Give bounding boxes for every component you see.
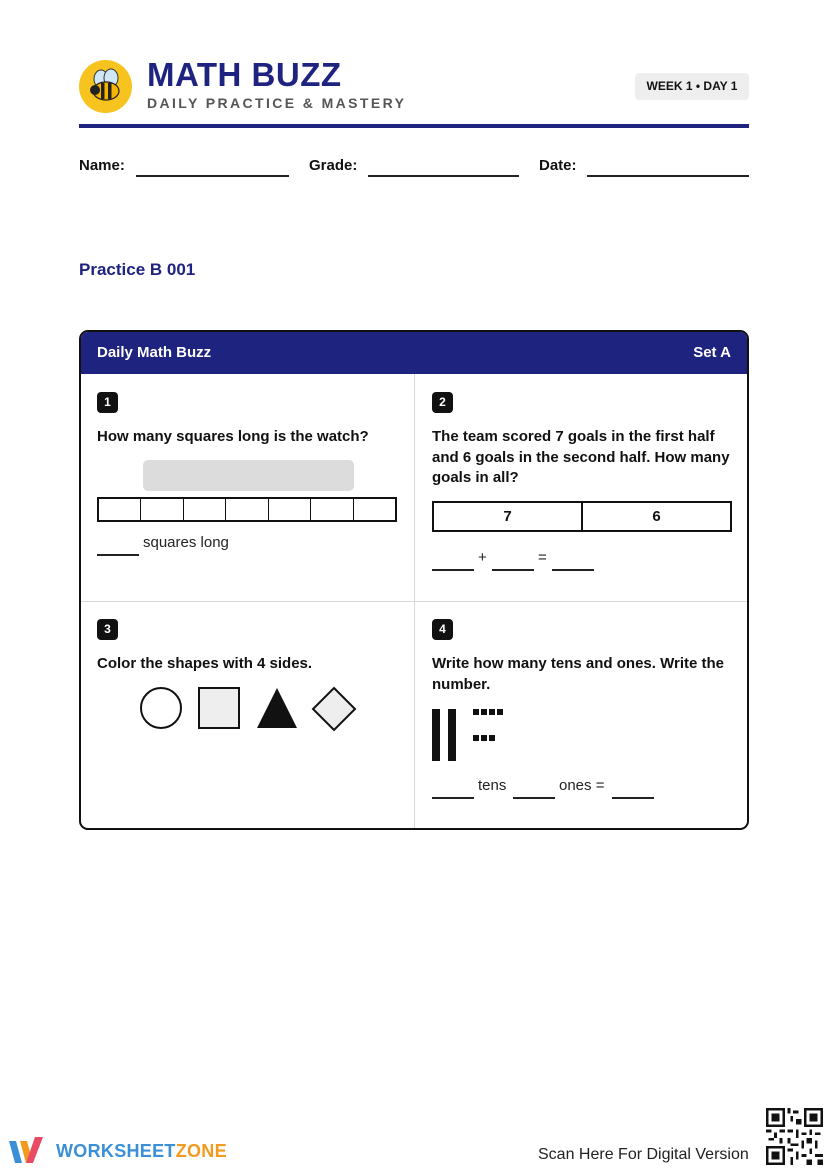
tens-label: tens xyxy=(478,777,507,794)
watch-bar xyxy=(143,460,354,491)
question-3-text: Color the shapes with 4 sides. xyxy=(97,655,313,672)
diamond-shape[interactable] xyxy=(313,688,355,730)
ones-label: ones = xyxy=(559,777,605,794)
question-3-number: 3 xyxy=(97,619,118,640)
ruler-square xyxy=(354,499,395,520)
grid-divider-vertical xyxy=(414,374,415,830)
card-title: Daily Math Buzz xyxy=(97,344,212,361)
bar-part-second: 6 xyxy=(581,503,730,530)
ruler-square xyxy=(184,499,226,520)
question-1-number: 1 xyxy=(97,392,118,413)
one-cube xyxy=(497,709,503,715)
ruler-square xyxy=(311,499,353,520)
q2-addend-2-blank[interactable] xyxy=(492,569,534,571)
ruler-square xyxy=(99,499,141,520)
one-cube xyxy=(489,709,495,715)
grade-label: Grade: xyxy=(309,157,358,174)
card-header xyxy=(81,332,747,374)
question-2-number: 2 xyxy=(432,392,453,413)
circle-shape[interactable] xyxy=(141,688,181,728)
square-shape[interactable] xyxy=(199,688,239,728)
question-4-text: Write how many tens and ones. Write the number. xyxy=(432,655,724,693)
bar-model xyxy=(432,501,732,532)
date-label: Date: xyxy=(539,157,577,174)
app-subtitle: DAILY PRACTICE & MASTERY xyxy=(147,95,407,111)
grade-field[interactable] xyxy=(368,175,519,177)
app-title: MATH BUZZ xyxy=(147,56,342,93)
practice-card xyxy=(79,330,749,830)
ruler-square xyxy=(226,499,268,520)
tens-blank[interactable] xyxy=(432,797,474,799)
ten-rod xyxy=(432,709,440,761)
name-label: Name: xyxy=(79,157,125,174)
date-field[interactable] xyxy=(587,175,749,177)
ruler-square xyxy=(269,499,311,520)
practice-title: Practice B 001 xyxy=(79,260,196,279)
number-blank[interactable] xyxy=(612,797,654,799)
qr-code-icon[interactable] xyxy=(766,1108,823,1165)
worksheetzone-logo-icon xyxy=(9,1137,49,1170)
week-day-badge: WEEK 1 • DAY 1 xyxy=(635,73,749,100)
triangle-shape[interactable] xyxy=(257,688,297,728)
question-4-number: 4 xyxy=(432,619,453,640)
ruler-square xyxy=(141,499,183,520)
shapes-row xyxy=(139,686,359,732)
question-1-text: How many squares long is the watch? xyxy=(97,428,369,445)
one-cube xyxy=(473,735,479,741)
q2-addend-1-blank[interactable] xyxy=(432,569,474,571)
q1-answer-suffix: squares long xyxy=(143,534,229,551)
one-cube xyxy=(481,735,487,741)
q2-sum-blank[interactable] xyxy=(552,569,594,571)
one-cube xyxy=(481,709,487,715)
brand-worksheet: WORKSHEET xyxy=(56,1141,176,1161)
scan-text: Scan Here For Digital Version xyxy=(538,1146,749,1163)
question-2-text: The team scored 7 goals in the first half and 6 goals in the second half. How many goals in all? xyxy=(432,428,730,486)
grid-divider-horizontal xyxy=(81,601,747,602)
q1-answer-blank[interactable] xyxy=(97,554,139,556)
name-field[interactable] xyxy=(136,175,289,177)
equals-sign: = xyxy=(538,549,547,566)
ones-blank[interactable] xyxy=(513,797,555,799)
header-divider xyxy=(79,124,749,128)
square-ruler xyxy=(97,497,397,522)
footer-brand[interactable] xyxy=(56,1141,227,1162)
one-cube xyxy=(473,709,479,715)
ten-rod xyxy=(448,709,456,761)
bee-logo-icon xyxy=(79,60,132,113)
one-cube xyxy=(489,735,495,741)
card-set-label: Set A xyxy=(693,344,731,361)
bar-part-first: 7 xyxy=(503,508,512,525)
plus-sign: + xyxy=(478,549,487,566)
brand-zone: ZONE xyxy=(175,1141,227,1161)
base-ten-blocks xyxy=(432,707,512,763)
